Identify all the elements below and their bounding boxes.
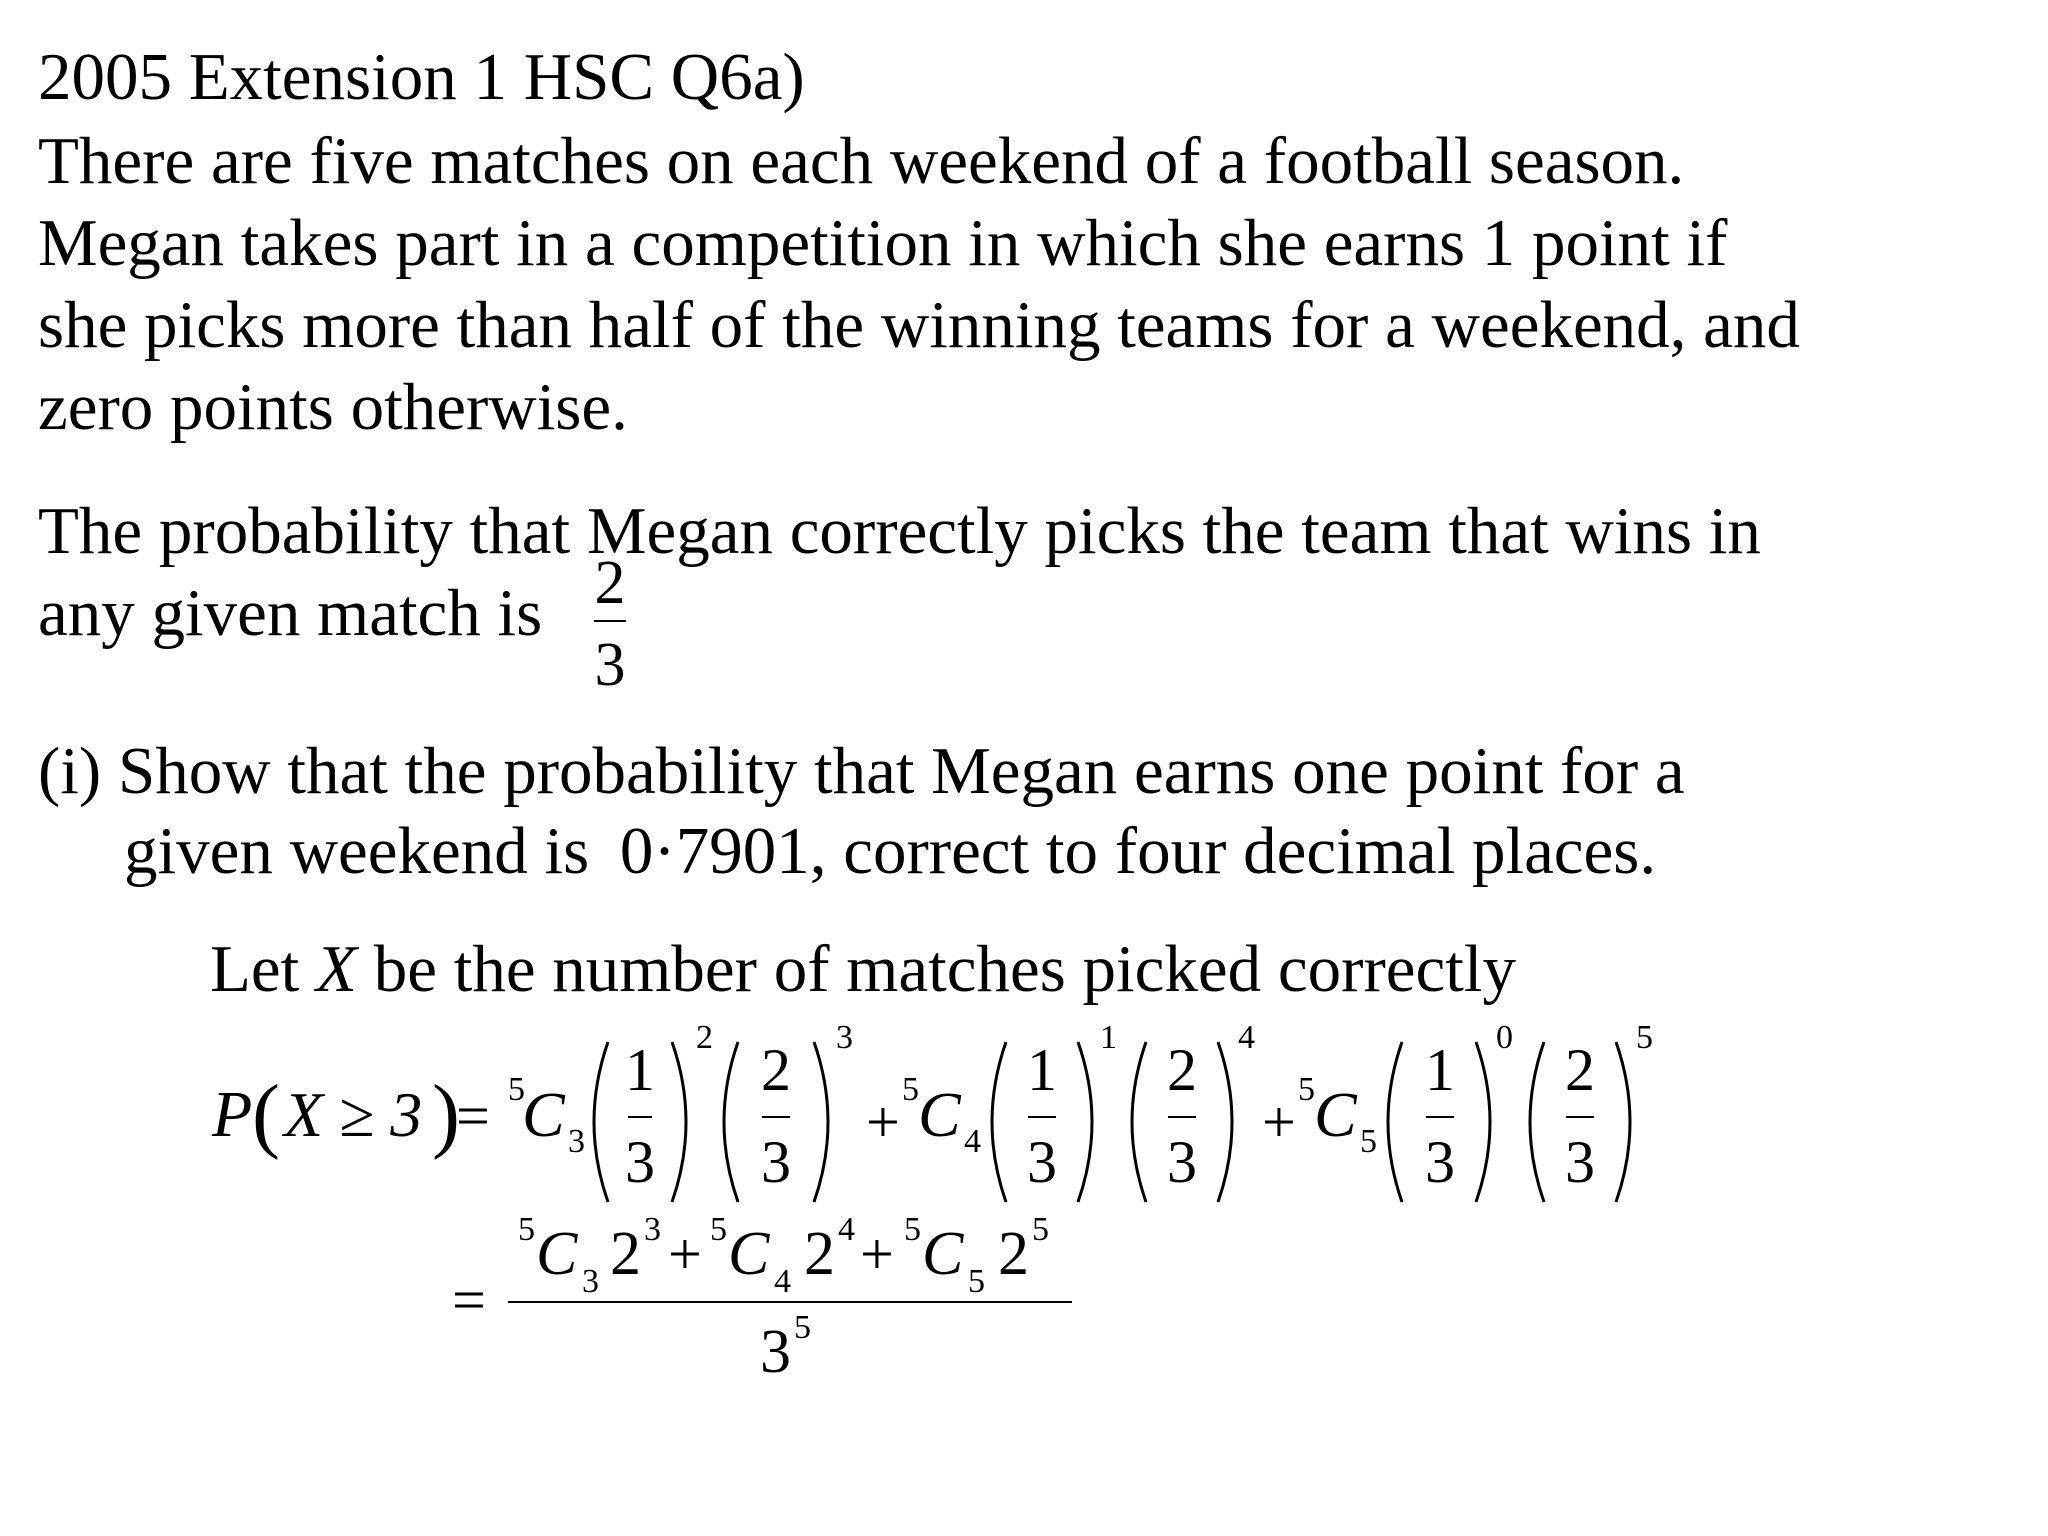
eq1-term1-p-den: 3 (625, 1129, 655, 1195)
eq2-t3-exp: 5 (1032, 1211, 1049, 1248)
intro-line-3: she picks more than half of the winning teams for a weekend, and (38, 288, 1800, 362)
eq1-term3-n: 5 (1298, 1071, 1315, 1108)
eq1-term2-n: 5 (902, 1071, 919, 1108)
eq1-term2-q-den: 3 (1167, 1129, 1197, 1195)
eq2-t2-C: C (728, 1220, 770, 1288)
eq1-lhs-close-paren: ) (432, 1068, 460, 1161)
eq1-lhs-open-paren: ( (252, 1068, 280, 1161)
eq1-term3-p-exp: 0 (1496, 1019, 1513, 1056)
let-var: X (316, 932, 357, 1006)
eq1-term2-q-rparen (1218, 1042, 1232, 1202)
eq1-term2-p-den: 3 (1027, 1129, 1057, 1195)
eq1-term2-p-num: 1 (1027, 1037, 1057, 1103)
intro-line-1: There are five matches on each weekend of a football season. (38, 124, 1685, 198)
eq1-term3-q-lparen (1530, 1042, 1544, 1202)
eq2-t3-C: C (922, 1220, 964, 1288)
intro-line-4: zero points otherwise. (38, 370, 628, 444)
let-pre: Let (210, 932, 300, 1006)
eq2-t2-base: 2 (804, 1220, 835, 1288)
eq1-term2-p-lparen (992, 1042, 1006, 1202)
eq1-term1-n: 5 (508, 1071, 525, 1108)
eq1-term3-p-rparen (1476, 1042, 1490, 1202)
prob-fraction-num: 2 (594, 549, 626, 617)
part-i-pre: given weekend is (124, 814, 590, 888)
eq1-term3-k: 5 (1360, 1123, 1377, 1160)
eq1-term3-q-num: 2 (1565, 1037, 1595, 1103)
eq2-t2-k: 4 (774, 1263, 791, 1300)
eq1-term3-p-den: 3 (1425, 1129, 1455, 1195)
title: 2005 Extension 1 HSC Q6a) (38, 40, 805, 114)
eq1-term1-q-lparen (724, 1042, 738, 1202)
eq1-term3-q-den: 3 (1565, 1129, 1595, 1195)
eq1-term3-p-num: 1 (1425, 1037, 1455, 1103)
eq1-plus-1: + (866, 1089, 900, 1155)
eq2-den-base: 3 (760, 1318, 791, 1386)
eq1-term1-q-den: 3 (761, 1129, 791, 1195)
prob-fraction-den: 3 (594, 631, 626, 699)
eq1-term2-q-lparen (1132, 1042, 1146, 1202)
eq1-term1-q-rparen (814, 1042, 828, 1202)
eq1-term2-k: 4 (964, 1123, 981, 1160)
eq1-term3-p-lparen (1388, 1042, 1402, 1202)
part-i-line-2 (124, 814, 1657, 888)
eq1-term2-p-rparen (1078, 1042, 1092, 1202)
prob-line-2: any given match is (38, 576, 543, 650)
eq1-term1-p-lparen (594, 1042, 608, 1202)
eq1-term2-C: C (918, 1079, 961, 1150)
eq2-t2-exp: 4 (838, 1211, 855, 1248)
part-i-value: 0·7901 (619, 814, 810, 888)
eq2-t3-k: 5 (968, 1263, 985, 1300)
part-i-line-1: (i) Show that the probability that Megan earns one point for a (38, 734, 1685, 808)
eq2-plus-1: + (668, 1221, 702, 1287)
eq1-term1-p-num: 1 (625, 1037, 655, 1103)
eq2-t1-k: 3 (582, 1263, 599, 1300)
eq1-term1-q-num: 2 (761, 1037, 791, 1103)
eq1-term3-q-exp: 5 (1636, 1019, 1653, 1056)
prob-fraction (590, 549, 630, 699)
eq1-term2-q-exp: 4 (1238, 1019, 1255, 1056)
prob-line-1: The probability that Megan correctly picks the team that wins in (38, 494, 1761, 568)
let-x-line (210, 932, 1516, 1006)
eq1-term1-q-exp: 3 (836, 1019, 853, 1056)
eq1-term2-p-exp: 1 (1100, 1019, 1117, 1056)
intro-line-2: Megan takes part in a competition in which she earns 1 point if (38, 206, 1728, 280)
eq2-t1-exp: 3 (644, 1211, 661, 1248)
eq2-t3-n: 5 (904, 1211, 921, 1248)
eq1-term2-q-num: 2 (1167, 1037, 1197, 1103)
eq2-t3-base: 2 (998, 1220, 1029, 1288)
eq1-term1-C: C (522, 1079, 565, 1150)
eq2-t1-C: C (536, 1220, 578, 1288)
eq2-t2-n: 5 (710, 1211, 727, 1248)
eq1-lhs-P: P (212, 1078, 253, 1151)
eq1-plus-2: + (1262, 1089, 1296, 1155)
eq2-t1-n: 5 (518, 1211, 535, 1248)
eq2-t1-base: 2 (610, 1220, 641, 1288)
eq1-term1-k: 3 (568, 1123, 585, 1160)
eq1-lhs-inner: X ≥ 3 (284, 1079, 423, 1150)
eq1-term3-q-rparen (1616, 1042, 1630, 1202)
eq2-equals: = (452, 1267, 486, 1333)
eq1-term1-p-rparen (672, 1042, 686, 1202)
eq2-plus-2: + (860, 1221, 894, 1287)
let-post: be the number of matches picked correctly (373, 932, 1516, 1006)
eq1-term3-C: C (1314, 1079, 1357, 1150)
part-i-post: , correct to four decimal places. (809, 814, 1657, 888)
eq2-den-exp: 5 (794, 1309, 811, 1346)
eq1-equals: = (456, 1083, 490, 1149)
eq1-term1-p-exp: 2 (696, 1019, 713, 1056)
